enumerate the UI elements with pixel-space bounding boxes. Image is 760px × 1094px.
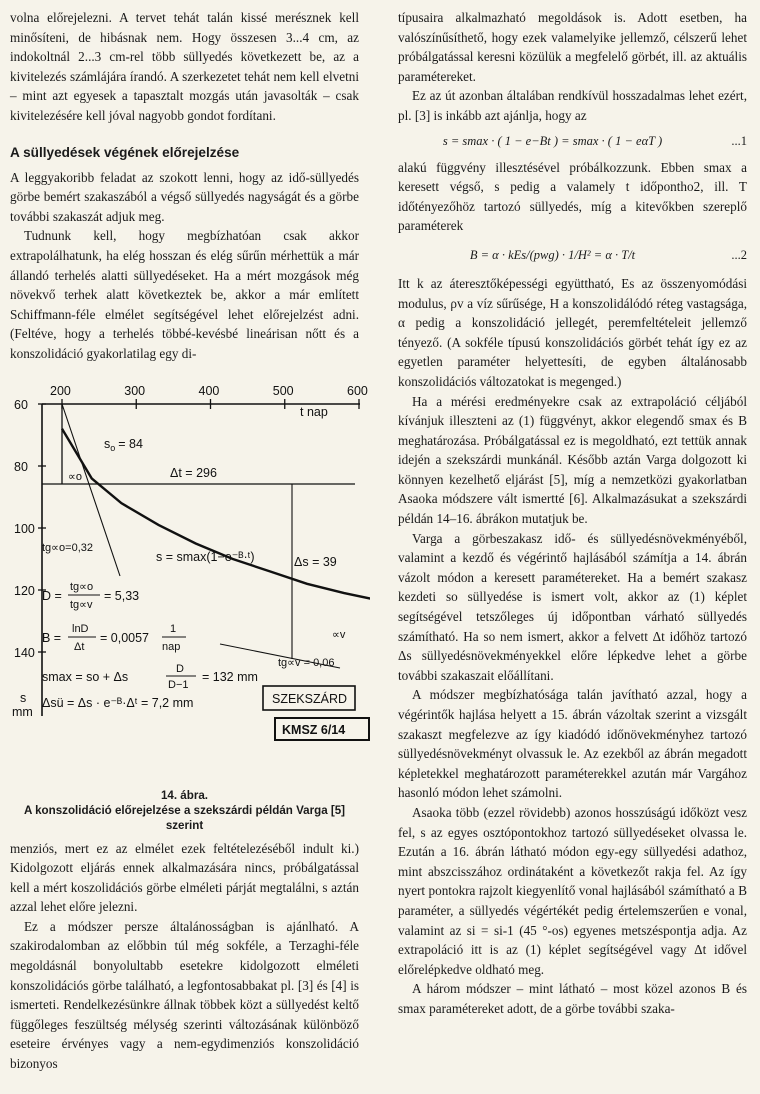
y-tick-label: 60	[14, 397, 28, 412]
y-tick-label: 140	[14, 645, 35, 660]
y-axis-unit: mm	[12, 704, 33, 719]
equation-2-body: B = α · kEs/(pwg) · 1/H² = α · T/t	[469, 247, 636, 262]
figure-number: 14. ábra.	[160, 788, 209, 802]
alphav-label: ∝v	[332, 628, 346, 641]
b-unit-den: nap	[162, 640, 181, 653]
smax-frac-num: D	[176, 662, 184, 675]
paragraph: Ez a módszer persze általánosságban is ajánlható. A szakirodalomban az előbbin túl még sokféle, a Terzaghi-féle megoldásnál bonyolultabb esetekre kidolgozott elméleti konszolidációs görbe található, a legfontosabbakat pl. [3] és [4] is ismerteti. Rendelkezésünkre állnak többek közt a süllyedést keltő függőleges feszültség mélység szerinti változásának különböző eseteire érvényes vagy a nem-egydimenziós konszolidáció bizonyos	[10, 918, 359, 1072]
paragraph: Tudnunk kell, hogy megbízhatóan csak akkor extrapolálhatunk, ha elég hosszan és elég sűrűn mérhettük a már állandó terhelés alatti süllyedéseket. Ha a mért mozgások még növekvő terhek alatt következtek be, akkor a már említett Schiffmann-féle elmélet segítségével lehet előrejelzést adni. (Feltéve, hogy a terhelés többé-kevésbé lineárisan nőtt és a konszolidáció gyakorlatilag egy di-	[10, 228, 359, 361]
figure-caption: A konszolidáció előrejelzése a szekszárdi példán Varga [5] szerint	[23, 803, 346, 832]
smax-frac-den: D−1	[168, 678, 189, 691]
d-numerator: tg∝o	[70, 580, 94, 593]
x-tick-label: 500	[272, 383, 294, 398]
equation-1-body: s = smax · ( 1 − e−Bt ) = smax · ( 1 − eαT )	[442, 133, 663, 148]
y-tick-label: 120	[14, 583, 35, 598]
s0-label: $s_o = 84$	[104, 436, 143, 453]
figure-14	[10, 376, 370, 786]
code-label: KMSZ 6/14	[282, 722, 346, 737]
delta-s-label: Δs = 39	[294, 554, 337, 569]
paragraph: Varga a görbeszakasz idő- és süllyedésnövekményéből, valamint a kezdő és végérintő hajlásából számítja a 14. ábrán vázolt módon a keresett paramétereket. Ha a bemért szakasz kezdeti so süllyedése is ismert volt, akkor az (1) képlet segítségével tetszőleges új időpontban várható süllyedés számítható. Ha so nem ismert, akkor a felvett Δt időhöz tartozó Δs süllyedésnövekményekkel előre lépkedve lehet a görbe további szakaszait előállítani.	[398, 530, 747, 683]
x-tick-label: 200	[50, 383, 71, 398]
x-tick-label: 600	[347, 383, 368, 398]
b-value: = 0,0057	[100, 630, 150, 645]
location-label: SZEKSZÁRD	[272, 691, 348, 706]
tg-alphav-label: tg∝v = 0,06	[278, 656, 335, 669]
equation-2	[398, 244, 747, 266]
paragraph: Ez az út azonban általában rendkívül hosszadalmas lehet ezért, pl. [3] is inkább azt ajánlja, hogy az	[398, 88, 747, 123]
b-formula-label: B =	[42, 630, 62, 645]
equation-1-number: ...1	[731, 133, 747, 148]
equation-1	[398, 130, 747, 152]
paragraph: A leggyakoribb feladat az szokott lenni, hogy az idő-süllyedés görbe bemért szakaszából a végső süllyedés nagyságát és a görbe további szakaszát adjuk meg.	[10, 169, 359, 224]
right-column	[398, 8, 747, 1019]
smax-value: = 132 mm	[202, 669, 258, 684]
smax-formula: smax = so + Δs	[42, 669, 129, 684]
y-tick-label: 80	[14, 459, 28, 474]
y-tick-label: 100	[14, 521, 35, 536]
d-value: = 5,33	[104, 588, 140, 603]
paragraph: típusaira alkalmazható megoldások is. Adott esetben, ha valószínűsíthető, hogy ezek valamelyike jellemző, célszerű lehet próbálgatással keresni közülük a megfelelő görbét, ill. az aktuális paramétereket.	[398, 10, 747, 84]
left-column	[10, 8, 368, 1074]
d-formula-label: D =	[42, 588, 62, 603]
y-axis-label: s	[20, 690, 27, 705]
paragraph: Asaoka több (ezzel rövidebb) azonos hosszúságú időközt vesz fel, s az egyes osztópontokhoz tartozó süllyedéseket olvassa le. Ezután a 16. ábrán látható módon egy-egy süllyedési adathoz, mint abszcisszához ordinátaként a következőt rakja fel. Az így nyert pontokra rajzolt kiegyenlítő vonal hajlásából számítható a B paraméter, a süllyedés végértékét pedig értelemszerűen e vonal, valamint az si = si-1 (45 °-os) egyenes metszéspontja adja. Az extrapoláció itt is az (1) képlet segítségével vagy Δt idővel előrelépkedve oldható meg.	[398, 804, 747, 977]
paragraph: Ha a mérési eredményekre csak az extrapoláció céljából kívánjuk illeszteni az (1) függvényt, akkor elegendő smax és B meghatározása. Próbálgatással ez is megoldható, ezt tettük annak idején a szekszárdi munkánál. Később aztán Varga dolgozott ki könnyen kezelhető eljárást [5], míg a nemzetközi gyakorlatban Asaoka módszere vált ismertté [6]. Alkalmazásukat a szekszárdi példán 14–16. ábrákon mutatjuk be.	[398, 393, 747, 527]
x-tick-label: 400	[198, 383, 220, 398]
delta-t-label: Δt = 296	[170, 465, 217, 480]
x-axis-label: t nap	[300, 404, 328, 419]
paragraph: menziós, mert ez az elmélet ezek feltételezéséből indult ki.) Kidolgozott eljárás ennek alkalmazására nincs, próbálgatással kell a mért koszolidációs görbe elméleti párját megtalálni, s aztán azzal lehet előre jelezni.	[10, 840, 359, 915]
b-numerator: lnD	[72, 622, 89, 635]
x-tick-label: 300	[124, 383, 146, 398]
paragraph: volna előrejelezni. A tervet tehát talán kissé merésznek kell minősíteni, de hibásnak nem. Hogy összesen 3...4 cm, az indokoltnál 2...3 cm-rel több süllyedés következett be, az a kivitelezés számlájára írandó. A szerkezetet tehát nem kell elvetni – mint azt egyesek a tapasztalt mozgás után javasolták – csak kivitelezésére kell jóval nagyobb gondot fordítani.	[10, 10, 359, 123]
paragraph: A három módszer – mint látható – most közel azonos B és smax paramétereket adott, de a görbe további szaka-	[398, 981, 747, 1016]
b-unit-num: 1	[170, 622, 177, 635]
delta-su-formula: Δsü = Δs · e⁻ᴮ·Δᵗ = 7,2 mm	[42, 695, 194, 710]
paragraph: Itt k az áteresztőképességi együttható, Es az összenyomódási modulus, ρv a víz sűrűsége, H a konszolidálódó réteg vastagsága, α pedig a konszolidáció jellegét, peremfeltételeit jellemző tényező. (A sokféle típusú konszolidációs görbét tehát így ez az egyetlen paraméter helyettesíti, de egyben általánosabb konszolidációs változatokat is megenged.)	[398, 275, 747, 389]
d-denominator: tg∝v	[70, 598, 93, 611]
alpha0-label: ∝o	[68, 470, 82, 483]
paragraph: alakú függvény illesztésével próbálkozzunk. Ebben smax a keresett végső, s pedig a valamely t időpontho2, ill. T időtényezőhöz tartozó süllyedés, míg a kitevőkben szereplő paraméterek	[398, 159, 747, 234]
settlement-curve	[62, 428, 370, 599]
consolidation-chart	[10, 376, 370, 786]
curve-equation: s = smax(1−e⁻ᴮ·ᵗ)	[156, 549, 255, 564]
paragraph: A módszer megbízhatósága talán javítható azzal, hogy a végérintők hajlása helyett a 15. ábrán vázoltak szerint a vizsgált szakaszt megfelezve az így kiadódó időnövekményhez tartozó süllyedésnövekményt olvassuk le. Az ezekből az ábrán megadott képletekkel meghatározott paraméterekkel azután már Vargához hasonló módon lehet számolni.	[398, 687, 747, 801]
equation-2-number: ...2	[731, 247, 747, 262]
tg-alpha0-label: tg∝o=0,32	[42, 541, 93, 554]
b-denominator: Δt	[74, 640, 85, 653]
section-heading: A süllyedések végének előrejelzése	[10, 144, 240, 160]
